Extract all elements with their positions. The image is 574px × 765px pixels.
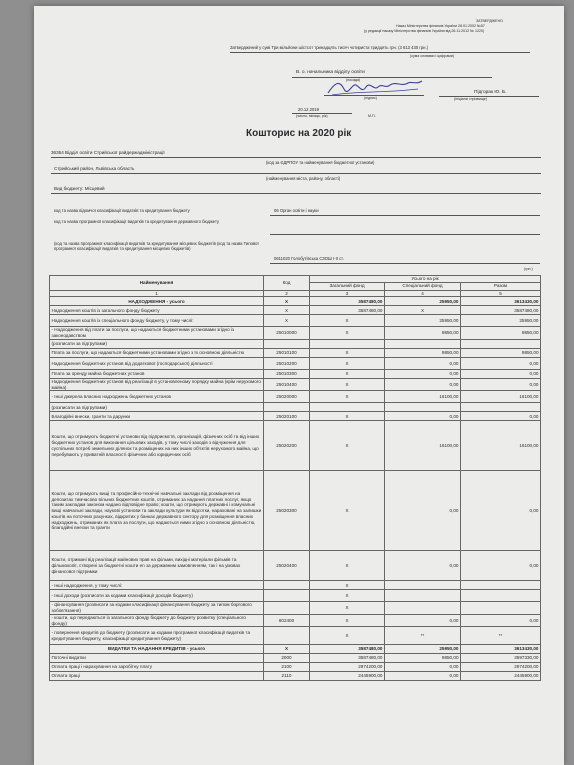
row-total-cell: 0,00 (461, 378, 541, 390)
row-total-cell: 0,00 (461, 471, 541, 551)
row-code-cell: 25010000 (264, 327, 310, 339)
row-special-cell (385, 602, 461, 614)
location-hint: (найменування міста, району, області) (266, 176, 341, 181)
row-code-cell: 25010400 (264, 378, 310, 390)
row-special-cell (385, 581, 461, 590)
table-row (50, 551, 541, 581)
row-code-cell: Х (264, 315, 310, 327)
row-name-cell: Поточні видатки (50, 654, 264, 663)
row-code-cell: 25010300 (264, 369, 310, 378)
local-code-value: 0611020 Голобутівська СЗОШ І-ІІ ст. (274, 256, 344, 261)
location-field: Стрийський район, Львівська область (54, 166, 135, 171)
table-row (50, 421, 541, 471)
row-code-cell (264, 403, 310, 412)
row-special-cell: 25950,00 (385, 315, 461, 327)
row-total-cell: 9850,00 (461, 327, 541, 339)
row-name-cell: (розписати за підгрупами) (50, 339, 264, 348)
row-total-cell: ** (461, 627, 541, 645)
row-total-cell (461, 602, 541, 614)
row-name-cell: Кошти, що отримують вищі та професійно-технічні навчальні заклади від розміщення на депозитах тимчасово вільних бюджетних коштів, отриманих за надання платних послуг, якщо таким закладам законом надано відповідне право; кошти, що отримують державні і комунальні вищі навчальні заклади, наукові установи та заклади культури як відсотки, нараховані на залишки коштів на поточних рахунках, відкритих у банках державного сектору для розміщення власних надходжень, отриманих як плата за послуги, що надаються ними згідно з основною діяльністю, благодійні внески та гранти (50, 471, 264, 551)
director-name: Підгорак Ю. Б. (474, 90, 507, 95)
dept-code-value: 06 Орган освіти і науки (274, 208, 319, 213)
budget-type: Вид бюджету: Місцевий (54, 186, 105, 191)
table-row (50, 315, 541, 327)
row-general-cell: Х (310, 327, 385, 339)
column-number: 1 (50, 290, 264, 297)
table-row (50, 348, 541, 357)
row-code-cell: Х (264, 297, 310, 306)
row-total-cell (461, 403, 541, 412)
row-total-cell (461, 339, 541, 348)
row-special-cell: 0,00 (385, 378, 461, 390)
row-total-cell: 0,00 (461, 357, 541, 369)
row-special-cell: 9850,00 (385, 654, 461, 663)
row-special-cell: 16100,00 (385, 391, 461, 403)
column-number: 3 (310, 290, 385, 297)
row-special-cell: 0,00 (385, 357, 461, 369)
row-total-cell: 25950,00 (461, 315, 541, 327)
approved-note-1: ЗАТВЕРДЖЕНО (476, 19, 503, 23)
table-row (50, 369, 541, 378)
row-code-cell (264, 627, 310, 645)
row-name-cell: - Інші доходи (розписати за кодами класифікації доходів бюджету) (50, 590, 264, 602)
row-code-cell (264, 581, 310, 590)
table-row (50, 357, 541, 369)
row-code-cell: 25020100 (264, 412, 310, 421)
position-text: В. о. начальника відділу освіти (296, 70, 365, 75)
row-name-cell: Надходження коштів із загального фонду бюджету (50, 306, 264, 315)
header-name: Найменування (50, 276, 264, 291)
row-code-cell: 25010100 (264, 348, 310, 357)
row-general-cell: Х (310, 602, 385, 614)
row-special-cell: Х (385, 306, 461, 315)
row-special-cell: 0,00 (385, 369, 461, 378)
row-general-cell: 2974200,00 (310, 663, 385, 672)
row-name-cell: НАДХОДЖЕННЯ - усього (50, 297, 264, 306)
row-general-cell: Х (310, 627, 385, 645)
dept-code-label: код та назва відомчої класифікації видатків та кредитування бюджету (54, 208, 190, 213)
table-row (50, 654, 541, 663)
row-general-cell: Х (310, 391, 385, 403)
table-row (50, 339, 541, 348)
row-total-cell (461, 590, 541, 602)
sum-hint: (сума словами і цифрами) (410, 54, 454, 58)
row-name-cell: Кошти, отримані від реалізації майнових прав на фільми, вихідні матеріали фільмів та фільмокопії, створені за бюджетні кошти en за державним замовленням, так і на умовах фінансової підтримки (50, 551, 264, 581)
row-special-cell (385, 590, 461, 602)
row-general-cell: Х (310, 348, 385, 357)
row-total-cell: 3613430,00 (461, 645, 541, 654)
row-code-cell (264, 602, 310, 614)
table-row (50, 663, 541, 672)
organization-hint: (код за ЄДРПОУ та найменування бюджетної установи) (266, 160, 375, 165)
row-general-cell: Х (310, 421, 385, 471)
row-general-cell: Х (310, 412, 385, 421)
table-row (50, 645, 541, 654)
row-general-cell (310, 339, 385, 348)
organization-field: 36364 Відділ освіти Стрийської райдержадміністрації (51, 150, 165, 155)
row-general-cell: Х (310, 614, 385, 626)
row-special-cell (385, 403, 461, 412)
row-special-cell: 0,00 (385, 672, 461, 681)
row-special-cell: 0,00 (385, 614, 461, 626)
row-general-cell: Х (310, 471, 385, 551)
row-name-cell: Надходження бюджетних установ від додаткової (господарської) діяльності (50, 357, 264, 369)
row-special-cell: 9850,00 (385, 348, 461, 357)
table-row (50, 403, 541, 412)
row-name-cell: Надходження коштів із спеціального фонду бюджету, у тому числі: (50, 315, 264, 327)
row-code-cell: 2110 (264, 672, 310, 681)
table-row (50, 297, 541, 306)
approved-note-3: (у редакції наказу Міністерства фінансів України від 26.11.2012 № 1220) (364, 29, 485, 33)
row-name-cell: ВИДАТКИ ТА НАДАННЯ КРЕДИТІВ - усього (50, 645, 264, 654)
table-row (50, 602, 541, 614)
row-total-cell: 3587480,00 (461, 306, 541, 315)
approved-note-2: Наказ Міністерства фінансів України 28.01.2002 №57 (396, 24, 485, 28)
header-general: Загальний фонд (310, 282, 385, 290)
document-page (34, 6, 564, 765)
row-special-cell: 0,00 (385, 551, 461, 581)
row-code-cell: 25020300 (264, 471, 310, 551)
row-total-cell: 2445900,00 (461, 672, 541, 681)
approved-sum-text: Затверджений у сумі Три мільйони шістсот тринадцять тисяч чотириста тридцять грн. (3 613 430 грн.) (230, 45, 429, 50)
row-special-cell: 25950,00 (385, 645, 461, 654)
row-name-cell: Оплата праці (50, 672, 264, 681)
table-row (50, 614, 541, 626)
date-hint: (число, місяць, рік) (296, 114, 328, 118)
column-numbers-row (50, 290, 541, 297)
header-group: Усього на рік (310, 276, 541, 283)
row-total-cell: 3597330,00 (461, 654, 541, 663)
header-special: Спеціальний фонд (385, 282, 461, 290)
row-general-cell: Х (310, 581, 385, 590)
row-total-cell (461, 581, 541, 590)
row-general-cell: Х (310, 378, 385, 390)
row-special-cell: 0,00 (385, 471, 461, 551)
row-special-cell: 25950,00 (385, 297, 461, 306)
row-general-cell: 3587480,00 (310, 654, 385, 663)
row-general-cell: Х (310, 315, 385, 327)
row-name-cell: - Інші джерела власних надходжень бюджетних установ (50, 391, 264, 403)
table-row (50, 306, 541, 315)
local-code-label: (код та назва програмної класифікації видатків та кредитування місцевих бюджетів (код та назва Типової програмної класифікації видатків та кредитування місцевих бюджетів) (54, 241, 259, 251)
column-number: 5 (461, 290, 541, 297)
table-row (50, 391, 541, 403)
row-code-cell (264, 339, 310, 348)
row-name-cell: - фінансування (розписати за кодами класифікації фінансування бюджету за типом боргового зобов'язання) (50, 602, 264, 614)
position-hint: (посада) (346, 78, 361, 82)
table-row (50, 471, 541, 551)
row-name-cell: (розписати за підгрупами) (50, 403, 264, 412)
row-total-cell: 0,00 (461, 369, 541, 378)
row-code-cell: 2100 (264, 663, 310, 672)
name-hint: (ініціали і прізвище) (454, 97, 487, 101)
row-name-cell: - кошти, що передаються із загального фонду бюджету до бюджету розвитку (спеціального фонду) (50, 614, 264, 626)
document-title: Кошторис на 2020 рік (246, 128, 352, 139)
row-name-cell: Кошти, що отримують бюджетні установи від підприємств, організацій, фізичних осіб та від інших бюджетних установ для виконання цільових заходів, у тому числі заходів з відчуження для суспільних потреб земельних ділянок та розміщених на них інших об'єктів нерухомого майна, що перебувають у приватній власності фізичних або юридичних осіб (50, 421, 264, 471)
row-general-cell (310, 403, 385, 412)
row-name-cell: - Надходження від плати за послуги, що надаються бюджетними установами згідно із законодавством (50, 327, 264, 339)
row-total-cell: 0,00 (461, 412, 541, 421)
row-code-cell: Х (264, 645, 310, 654)
row-total-cell: 3613430,00 (461, 297, 541, 306)
row-name-cell: - повернення кредитів до бюджету (розписати за кодами програмної класифікації видатків та кредитування бюджету, класифікації кредитування бюджету) (50, 627, 264, 645)
table-row (50, 590, 541, 602)
row-general-cell: Х (310, 551, 385, 581)
table-row (50, 378, 541, 390)
row-name-cell: Благодійні внески, гранти та дарунки (50, 412, 264, 421)
table-row (50, 412, 541, 421)
estimate-table (49, 275, 541, 681)
column-number: 4 (385, 290, 461, 297)
row-total-cell: 16100,00 (461, 391, 541, 403)
row-name-cell: Оплата праці і нарахування на заробітну плату (50, 663, 264, 672)
row-code-cell: Х (264, 306, 310, 315)
currency-unit: (грн.) (524, 267, 533, 271)
mp-mark: М.П. (368, 114, 376, 118)
row-general-cell: Х (310, 369, 385, 378)
program-code-label: код та назва програмної класифікації видатків та кредитування державного бюджету (54, 219, 220, 224)
table-row (50, 581, 541, 590)
row-code-cell: 25010200 (264, 357, 310, 369)
approval-date: 20.12.2019 (298, 107, 319, 112)
row-code-cell (264, 590, 310, 602)
row-special-cell: 16100,00 (385, 421, 461, 471)
row-code-cell: 25020200 (264, 421, 310, 471)
row-special-cell: 9850,00 (385, 327, 461, 339)
row-special-cell (385, 339, 461, 348)
column-number: 2 (264, 290, 310, 297)
row-total-cell: 16100,00 (461, 421, 541, 471)
row-general-cell: 3587480,00 (310, 297, 385, 306)
row-total-cell: 0,00 (461, 614, 541, 626)
row-total-cell: 9850,00 (461, 348, 541, 357)
row-special-cell: 0,00 (385, 412, 461, 421)
row-total-cell: 2974200,00 (461, 663, 541, 672)
row-general-cell: Х (310, 357, 385, 369)
table-row (50, 627, 541, 645)
table-row (50, 327, 541, 339)
row-name-cell: Надходження бюджетних установ від реалізації в установленому порядку майна (крім нерухомого майна) (50, 378, 264, 390)
signature-hint: (підпис) (364, 96, 377, 100)
table-row (50, 672, 541, 681)
row-general-cell: Х (310, 590, 385, 602)
row-code-cell: 25020000 (264, 391, 310, 403)
row-special-cell: 0,00 (385, 663, 461, 672)
row-total-cell: 0,00 (461, 551, 541, 581)
row-code-cell: 602400 (264, 614, 310, 626)
row-name-cell: Плата за оренду майна бюджетних установ (50, 369, 264, 378)
row-general-cell: 3587480,00 (310, 645, 385, 654)
row-code-cell: 25020400 (264, 551, 310, 581)
row-code-cell: 2000 (264, 654, 310, 663)
row-name-cell: Плата за послуги, що надаються бюджетними установами згідно з їх основною діяльністю (50, 348, 264, 357)
header-total: Разом (461, 282, 541, 290)
row-name-cell: - Інші надходження, у тому числі: (50, 581, 264, 590)
header-code: Код (264, 276, 310, 291)
row-special-cell: ** (385, 627, 461, 645)
row-general-cell: 3587480,00 (310, 306, 385, 315)
row-general-cell: 2445900,00 (310, 672, 385, 681)
